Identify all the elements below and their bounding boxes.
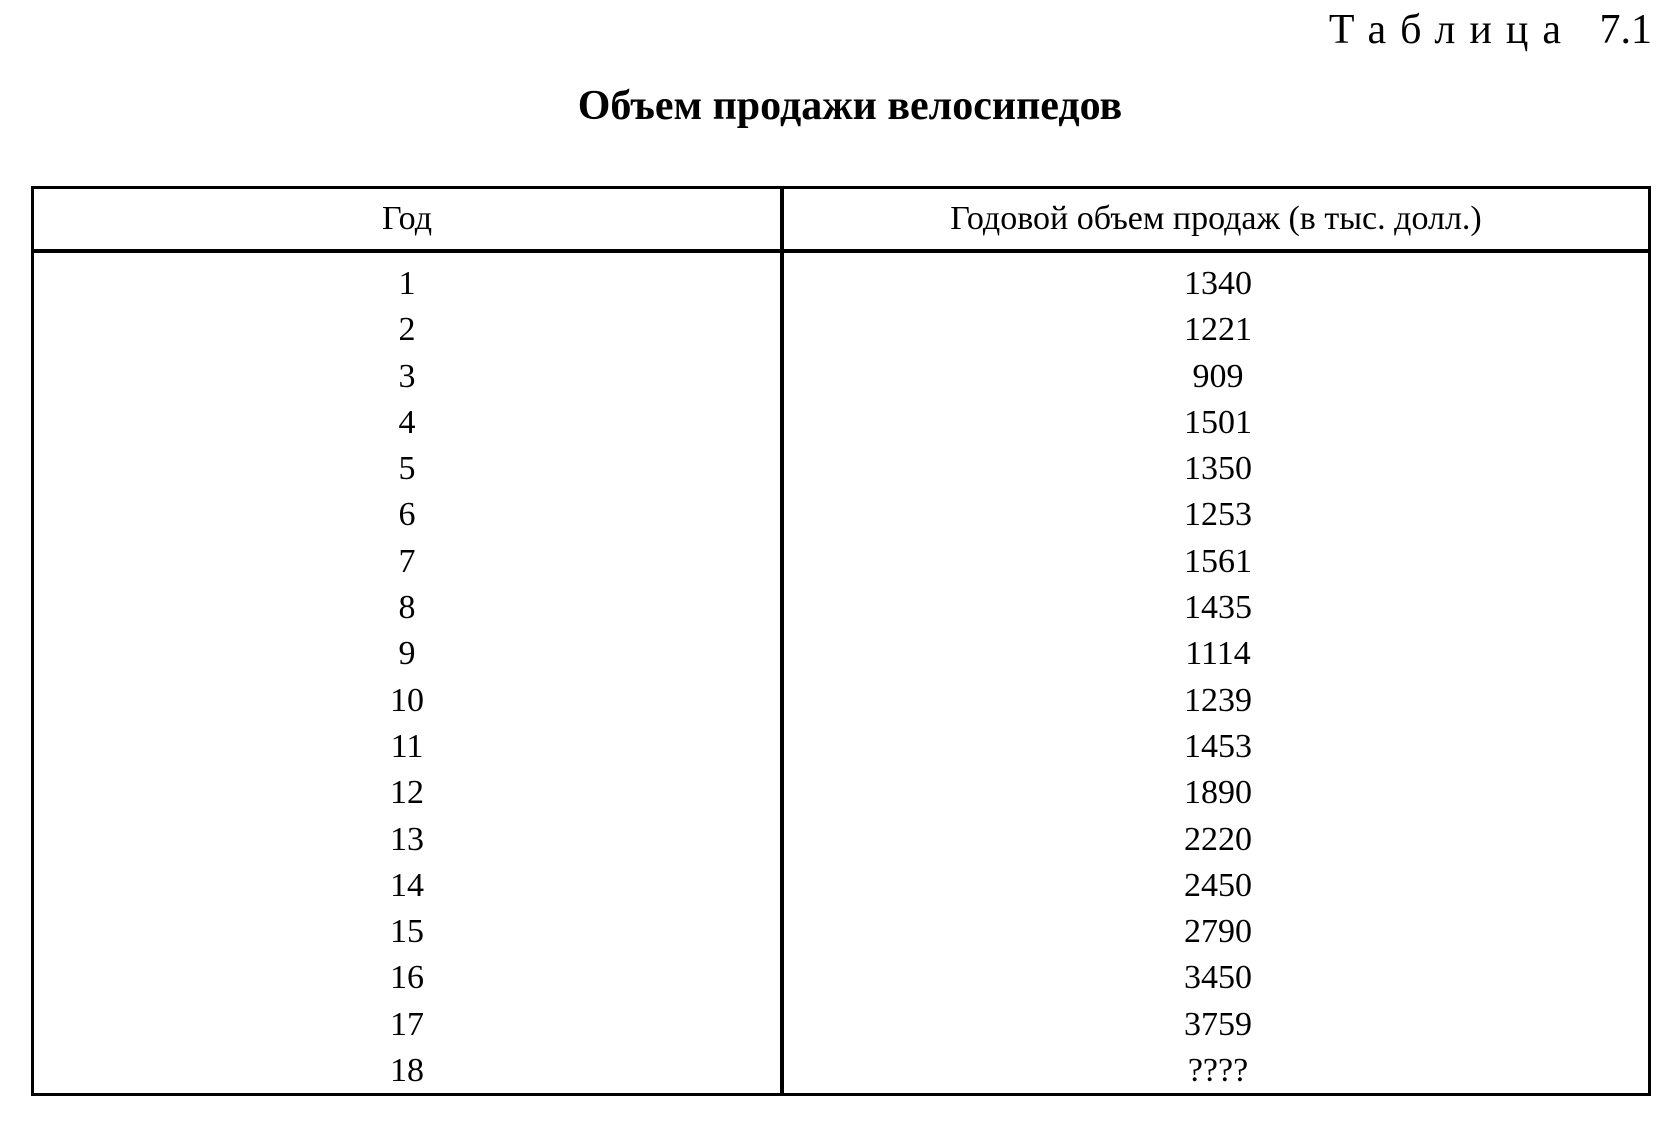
sales-cell: 1350: [1184, 450, 1252, 488]
year-cell: 11: [390, 727, 424, 765]
sales-cell: 1239: [1184, 681, 1252, 719]
year-cell: 13: [390, 820, 424, 858]
table-row: [34, 354, 1648, 400]
year-cell: 8: [398, 589, 416, 627]
sales-table: [31, 186, 1651, 1096]
sales-cell: 1253: [1184, 496, 1252, 534]
table-row: [34, 539, 1648, 585]
sales-cell: ????: [1187, 1052, 1249, 1090]
table-body: [34, 261, 1648, 1094]
sales-cell: 1340: [1184, 265, 1252, 302]
table-row: [34, 817, 1648, 863]
sales-cell: 3759: [1184, 1005, 1252, 1043]
year-cell: 17: [390, 1005, 424, 1043]
year-cell: 12: [390, 774, 424, 812]
sales-cell: 1561: [1184, 542, 1252, 580]
sales-cell: 1435: [1184, 589, 1252, 627]
year-cell: 14: [390, 866, 424, 904]
sales-cell: 1890: [1184, 774, 1252, 812]
year-cell: 1: [398, 265, 416, 302]
sales-cell: 1501: [1184, 403, 1252, 441]
year-cell: 16: [390, 959, 424, 997]
header-sales: Годовой объем продаж (в тыс. долл.): [950, 200, 1482, 237]
year-cell: 7: [398, 542, 416, 580]
sales-cell: 2220: [1184, 820, 1252, 858]
table-row: [34, 446, 1648, 492]
table-row: [34, 724, 1648, 770]
table-row: [34, 909, 1648, 955]
table-header-row: [34, 189, 1648, 253]
sales-cell: 2450: [1184, 866, 1252, 904]
sales-cell: 1114: [1185, 635, 1251, 673]
sales-cell: 1221: [1184, 311, 1252, 349]
table-row: [34, 631, 1648, 677]
year-cell: 6: [398, 496, 416, 534]
table-row: [34, 863, 1648, 909]
table-row: [34, 678, 1648, 724]
year-cell: 18: [390, 1052, 424, 1090]
year-cell: 10: [390, 681, 424, 719]
table-number-label: [1329, 6, 1652, 54]
header-year: Год: [382, 200, 432, 237]
year-cell: 9: [398, 635, 416, 673]
table-row: [34, 1002, 1648, 1048]
sales-cell: 2790: [1184, 913, 1252, 951]
table-row: [34, 492, 1648, 538]
table-word: Таблица: [1328, 7, 1575, 53]
table-row: [34, 770, 1648, 816]
table-row: [34, 400, 1648, 446]
year-cell: 15: [390, 913, 424, 951]
year-cell: 5: [398, 450, 416, 488]
year-cell: 4: [398, 403, 416, 441]
year-cell: 2: [398, 311, 416, 349]
table-row: [34, 307, 1648, 353]
sales-cell: 1453: [1184, 727, 1252, 765]
table-title: Объем продажи велосипедов: [577, 83, 1123, 129]
table-row: [34, 1048, 1648, 1094]
table-row: [34, 585, 1648, 631]
table-row: [34, 955, 1648, 1001]
sales-cell: 909: [1192, 357, 1244, 395]
sales-cell: 3450: [1184, 959, 1252, 997]
table-row: [34, 261, 1648, 307]
year-cell: 3: [398, 357, 416, 395]
table-number: 7.1: [1599, 7, 1652, 53]
